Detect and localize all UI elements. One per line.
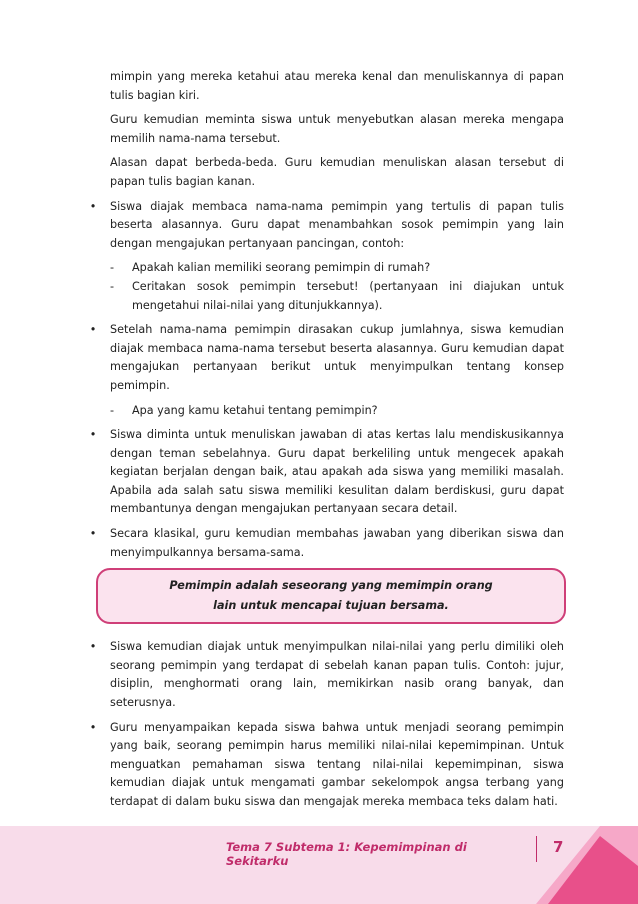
page-number: 7 [553,838,564,856]
bullet-item [88,321,564,395]
page-content [88,68,564,818]
dash-text: Apakah kalian memiliki seorang pemimpin di rumah? [132,261,431,275]
bullet-text: Siswa diminta untuk menuliskan jawaban di atas kertas lalu mendiskusikannya dengan teman sebelahnya. Guru dapat berkeliling untuk mengecek apakah kegiatan berjalan dengan baik, atau apakah ada siswa yang memiliki masalah. Apabila ada salah satu siswa memiliki kesulitan dalam berdiskusi, guru dapat membantunya dengan mengajukan pertanyaan secara detail. [110,428,564,516]
bullet-icon: • [89,640,97,654]
bullet-icon: • [89,428,97,442]
bullet-text: Siswa diajak membaca nama-nama pemimpin yang tertulis di papan tulis beserta alasannya. Guru dapat menambahkan sosok pemimpin yang lain dengan mengajukan pertanyaan pancingan, contoh: [110,199,564,250]
dash-item [88,259,564,278]
dash-icon: - [110,279,115,293]
bullet-item [88,426,564,519]
dash-text: Ceritakan sosok pemimpin tersebut! (pertanyaan ini diajukan untuk mengetahui nilai-nilai yang ditunjukkannya). [132,279,564,312]
footer-title: Tema 7 Subtema 1: Kepemimpinan di Sekitarku [226,840,467,868]
paragraph: Guru kemudian meminta siswa untuk menyebutkan alasan mereka mengapa memilih nama-nama tersebut. [110,113,564,145]
bullet-icon: • [89,199,97,213]
question-list [88,402,564,421]
dash-icon: - [110,403,115,417]
question-list [88,259,564,315]
dash-item [88,402,564,421]
dash-item [88,278,564,315]
bullet-item [88,638,564,712]
bullet-icon: • [89,527,97,541]
bullet-item [88,198,564,254]
bullet-text: Guru menyampaikan kepada siswa bahwa untuk menjadi seorang pemimpin yang baik, seorang pemimpin harus memiliki nilai-nilai kepemimpinan. Untuk menguatkan pemahaman siswa tentang nilai-nilai kepemimpinan, siswa kemudian diajak untuk mengamati gambar sekelompok angsa terbang yang terdapat di dalam buku siswa dan mengajak mereka membaca teks dalam hati. [110,720,564,808]
callout-line: lain untuk mencapai tujuan bersama. [213,599,449,613]
definition-callout [96,568,566,624]
dash-text: Apa yang kamu ketahui tentang pemimpin? [132,403,378,417]
bullet-text: Setelah nama-nama pemimpin dirasakan cukup jumlahnya, siswa kemudian diajak membaca nama-nama tersebut beserta alasannya. Guru kemudian dapat mengajukan pertanyaan berikut untuk menyimpulkan tentang konsep pemimpin. [110,323,564,392]
bullet-icon: • [89,720,97,734]
bullet-text: Siswa kemudian diajak untuk menyimpulkan nilai-nilai yang perlu dimiliki oleh seorang pemimpin yang terdapat di sebelah kanan papan tulis. Contoh: jujur, disiplin, menghormati orang lain, memikirkan nasib orang banyak, dan seterusnya. [110,640,564,710]
bullet-item [88,525,564,562]
callout-line: Pemimpin adalah seseorang yang memimpin orang [169,579,493,593]
dash-icon: - [110,261,115,275]
paragraph: mimpin yang mereka ketahui atau mereka kenal dan menuliskannya di papan tulis bagian kiri. [110,70,564,102]
bullet-item [88,719,564,812]
footer-divider [536,836,537,862]
bullet-icon: • [89,323,97,337]
paragraph: Alasan dapat berbeda-beda. Guru kemudian menuliskan alasan tersebut di papan tulis bagian kanan. [110,156,564,188]
bullet-text: Secara klasikal, guru kemudian membahas jawaban yang diberikan siswa dan menyimpulkannya bersama-sama. [110,527,564,559]
